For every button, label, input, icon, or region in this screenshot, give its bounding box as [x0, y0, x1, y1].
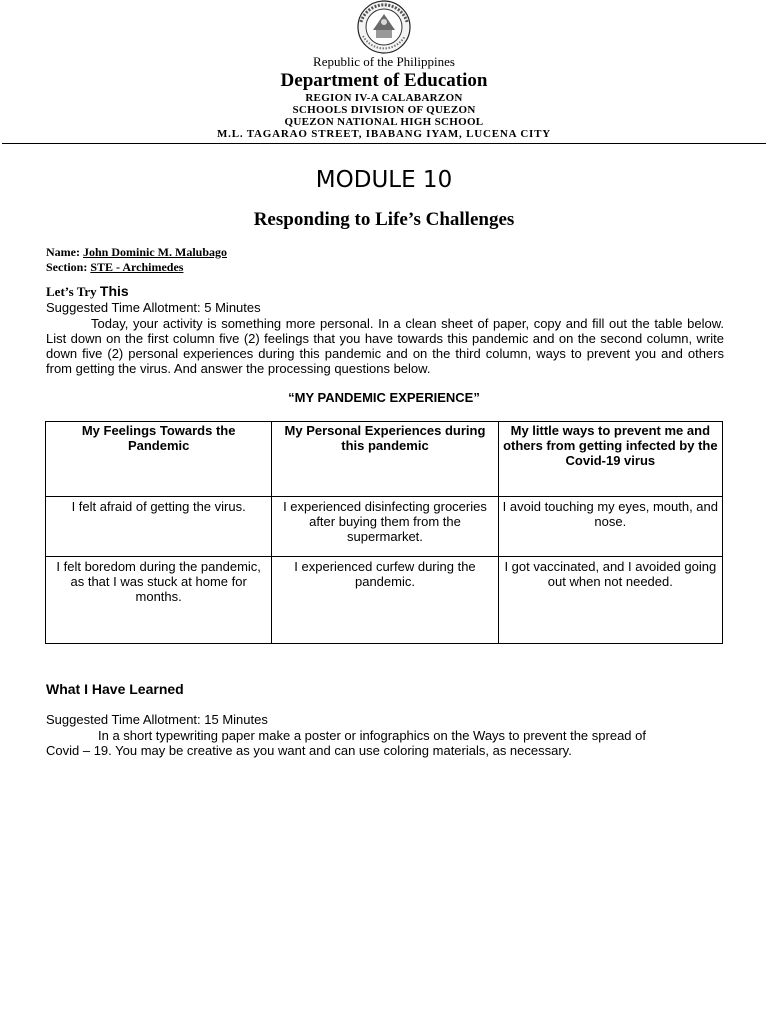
table-title: “MY PANDEMIC EXPERIENCE” — [288, 390, 480, 405]
section-label: Section: — [46, 260, 88, 274]
lets-try-time-allotment: Suggested Time Allotment: 5 Minutes — [46, 300, 261, 315]
header-republic: Republic of the Philippines — [313, 54, 455, 69]
name-value: John Dominic M. Malubago — [82, 245, 227, 259]
name-label: Name: — [46, 245, 80, 259]
header-region: REGION IV-A CALABARZON — [305, 92, 463, 104]
lets-try-heading — [46, 283, 129, 300]
table-header-experiences: My Personal Experiences during this pandemic — [272, 422, 498, 497]
pandemic-experience-table — [45, 421, 723, 644]
header-divider — [2, 143, 766, 144]
module-title: MODULE 10 — [315, 167, 453, 193]
section-value: STE - Archimedes — [90, 260, 184, 274]
header-school: QUEZON NATIONAL HIGH SCHOOL — [284, 116, 484, 128]
table-cell: I felt boredom during the pandemic, as that I was stuck at home for months. — [46, 557, 272, 644]
header-department: Department of Education — [280, 70, 488, 91]
table-cell: I experienced disinfecting groceries after buying them from the supermarket. — [272, 497, 498, 557]
table-cell: I felt afraid of getting the virus. — [46, 497, 272, 557]
learned-time-allotment: Suggested Time Allotment: 15 Minutes — [46, 712, 268, 727]
lets-try-heading-a: Let’s Try — [46, 284, 97, 299]
header-address: M.L. TAGARAO STREET, IBABANG IYAM, LUCENA CITY — [216, 128, 552, 140]
table-header-ways: My little ways to prevent me and others from getting infected by the Covid-19 virus — [498, 422, 722, 497]
table-cell: I experienced curfew during the pandemic. — [272, 557, 498, 644]
table-cell: I got vaccinated, and I avoided going out when not needed. — [498, 557, 722, 644]
table-row — [46, 557, 723, 644]
lets-try-instructions: Today, your activity is something more personal. In a clean sheet of paper, copy and fill out the table below. List down on the first column five (2) feelings that you have towards this pandemic and on the second column, write down five (2) personal experiences during this pandemic and on the third column, ways to prevent you and others from getting the virus. And answer the processing questions below. — [46, 316, 724, 376]
table-header-row — [46, 422, 723, 497]
deped-seal-logo — [351, 0, 417, 56]
lets-try-heading-b: This — [99, 283, 129, 299]
table-row — [46, 497, 723, 557]
header-division: SCHOOLS DIVISION OF QUEZON — [292, 104, 476, 116]
table-cell: I avoid touching my eyes, mouth, and nose. — [498, 497, 722, 557]
module-subject: Responding to Life’s Challenges — [253, 209, 515, 230]
student-name — [46, 245, 227, 260]
table-header-feelings: My Feelings Towards the Pandemic — [46, 422, 272, 497]
student-section — [46, 260, 183, 275]
learned-instructions: In a short typewriting paper make a poster or infographics on the Ways to prevent the spread of Covid – 19. You may be creative as you want and can use coloring materials, as necessary. — [46, 728, 646, 758]
what-i-have-learned-heading: What I Have Learned — [46, 681, 184, 697]
